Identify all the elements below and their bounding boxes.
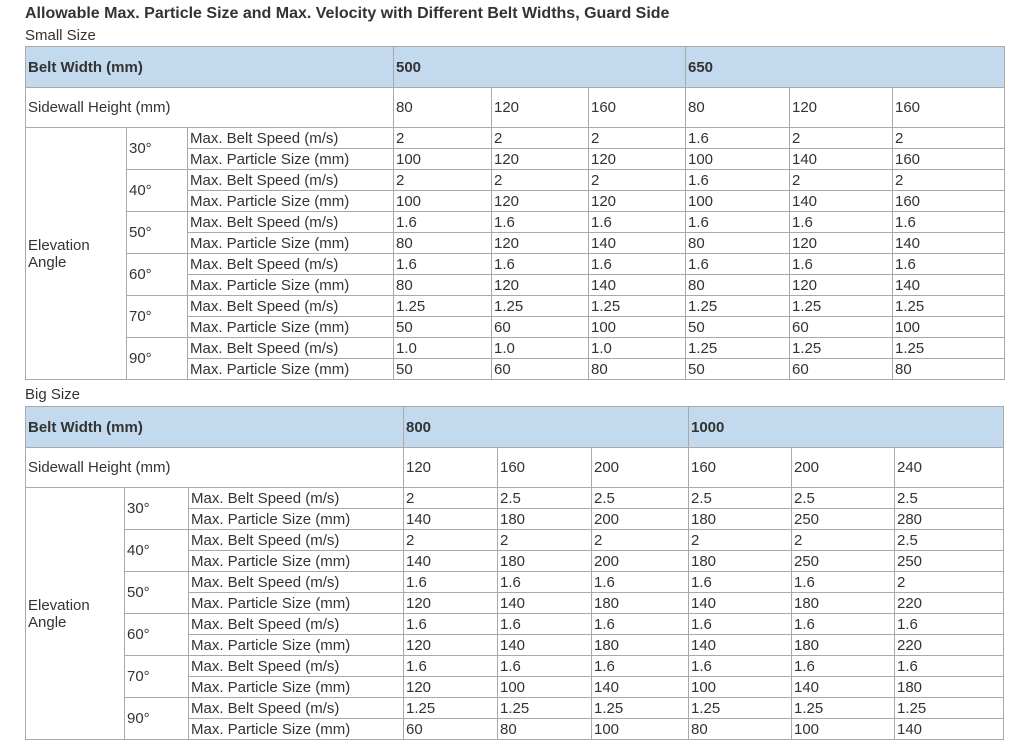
max-belt-speed-value: 1.6 [492,254,589,275]
max-particle-size-value: 80 [689,719,792,740]
angle-value: 40° [127,170,188,212]
max-particle-size-label: Max. Particle Size (mm) [188,233,394,254]
angle-value: 90° [125,698,189,740]
sidewall-height-value: 120 [790,88,893,128]
max-belt-speed-value: 1.6 [394,212,492,233]
max-particle-size-value: 140 [498,635,592,656]
max-particle-size-value: 100 [689,677,792,698]
max-particle-size-value: 80 [394,233,492,254]
angle-value: 30° [127,128,188,170]
big-size-table [25,406,1004,740]
max-particle-size-value: 180 [498,509,592,530]
max-belt-speed-value: 2 [589,170,686,191]
max-belt-speed-label: Max. Belt Speed (m/s) [188,128,394,149]
max-particle-size-label: Max. Particle Size (mm) [189,551,404,572]
max-particle-size-value: 120 [492,149,589,170]
speed-row [26,572,1004,593]
max-particle-size-value: 100 [686,149,790,170]
max-particle-size-value: 140 [893,233,1005,254]
sidewall-height-label: Sidewall Height (mm) [26,448,404,488]
sidewall-height-value: 200 [592,448,689,488]
angle-value: 70° [127,296,188,338]
max-particle-size-value: 180 [792,593,895,614]
max-belt-speed-value: 1.6 [686,170,790,191]
sidewall-height-value: 120 [492,88,589,128]
max-particle-size-value: 140 [792,677,895,698]
max-particle-size-value: 250 [895,551,1004,572]
max-belt-speed-value: 1.6 [394,254,492,275]
max-particle-size-value: 140 [689,593,792,614]
max-particle-size-value: 50 [686,317,790,338]
speed-row [26,254,1005,275]
max-belt-speed-value: 2 [589,128,686,149]
max-particle-size-value: 250 [792,509,895,530]
max-particle-size-value: 140 [404,509,498,530]
max-particle-size-label: Max. Particle Size (mm) [189,635,404,656]
max-belt-speed-value: 2.5 [792,488,895,509]
max-particle-size-value: 80 [686,275,790,296]
max-belt-speed-value: 1.6 [686,128,790,149]
max-belt-speed-value: 2 [893,128,1005,149]
speed-row [26,656,1004,677]
max-belt-speed-value: 1.25 [689,698,792,719]
max-belt-speed-value: 1.25 [592,698,689,719]
max-belt-speed-value: 1.25 [790,296,893,317]
max-particle-size-label: Max. Particle Size (mm) [189,509,404,530]
max-particle-size-value: 180 [592,593,689,614]
max-belt-speed-value: 1.6 [592,614,689,635]
max-belt-speed-value: 1.6 [404,572,498,593]
max-particle-size-value: 120 [589,149,686,170]
angle-value: 60° [127,254,188,296]
speed-row [26,212,1005,233]
max-particle-size-value: 100 [893,317,1005,338]
max-particle-size-value: 120 [790,233,893,254]
max-belt-speed-value: 2 [404,530,498,551]
max-particle-size-value: 60 [790,359,893,380]
max-particle-size-value: 120 [589,191,686,212]
max-particle-size-value: 80 [893,359,1005,380]
max-particle-size-label: Max. Particle Size (mm) [189,677,404,698]
max-particle-size-value: 120 [492,275,589,296]
max-belt-speed-value: 1.6 [689,572,792,593]
max-particle-size-value: 140 [689,635,792,656]
max-particle-size-value: 140 [589,233,686,254]
belt-width-value: 800 [404,407,689,448]
max-particle-size-value: 180 [792,635,895,656]
max-particle-size-value: 50 [686,359,790,380]
angle-value: 50° [125,572,189,614]
max-belt-speed-value: 2 [404,488,498,509]
max-particle-size-label: Max. Particle Size (mm) [188,191,394,212]
angle-value: 60° [125,614,189,656]
max-belt-speed-value: 1.25 [893,338,1005,359]
max-belt-speed-value: 1.25 [686,338,790,359]
max-belt-speed-label: Max. Belt Speed (m/s) [189,656,404,677]
max-belt-speed-label: Max. Belt Speed (m/s) [189,488,404,509]
max-belt-speed-value: 2 [492,128,589,149]
sidewall-height-value: 160 [689,448,792,488]
speed-row [26,128,1005,149]
max-belt-speed-label: Max. Belt Speed (m/s) [188,212,394,233]
angle-value: 30° [125,488,189,530]
max-particle-size-label: Max. Particle Size (mm) [189,719,404,740]
max-belt-speed-value: 2.5 [895,530,1004,551]
sidewall-height-value: 80 [686,88,790,128]
max-belt-speed-value: 2 [394,128,492,149]
max-particle-size-value: 140 [790,191,893,212]
max-belt-speed-value: 1.25 [792,698,895,719]
max-particle-size-value: 200 [592,509,689,530]
max-belt-speed-value: 1.6 [792,614,895,635]
small-size-label: Small Size [25,27,96,44]
belt-width-header-row [26,47,1005,88]
max-particle-size-value: 180 [689,509,792,530]
max-particle-size-value: 100 [394,191,492,212]
sidewall-height-row [26,88,1005,128]
belt-width-label: Belt Width (mm) [26,407,404,448]
max-belt-speed-value: 1.6 [589,254,686,275]
max-belt-speed-value: 2 [895,572,1004,593]
max-particle-size-value: 140 [498,593,592,614]
sidewall-height-value: 240 [895,448,1004,488]
max-belt-speed-value: 2 [790,128,893,149]
max-particle-size-value: 120 [492,191,589,212]
max-particle-size-label: Max. Particle Size (mm) [188,317,394,338]
max-belt-speed-value: 1.6 [498,572,592,593]
max-belt-speed-value: 1.6 [589,212,686,233]
max-particle-size-value: 100 [792,719,895,740]
speed-row [26,338,1005,359]
max-particle-size-value: 140 [589,275,686,296]
sidewall-height-value: 80 [394,88,492,128]
max-belt-speed-value: 1.25 [589,296,686,317]
sidewall-height-value: 160 [589,88,686,128]
elevation-angle-label: Elevation Angle [26,128,127,380]
max-belt-speed-value: 1.6 [895,614,1004,635]
max-particle-size-value: 140 [404,551,498,572]
max-belt-speed-value: 1.6 [686,254,790,275]
max-particle-size-value: 180 [895,677,1004,698]
max-belt-speed-value: 1.0 [589,338,686,359]
angle-value: 70° [125,656,189,698]
max-belt-speed-value: 1.6 [792,572,895,593]
max-particle-size-value: 100 [394,149,492,170]
max-belt-speed-label: Max. Belt Speed (m/s) [189,698,404,719]
max-particle-size-value: 60 [404,719,498,740]
max-belt-speed-value: 1.25 [790,338,893,359]
max-particle-size-value: 180 [498,551,592,572]
big-size-label: Big Size [25,386,81,403]
max-particle-size-value: 140 [893,275,1005,296]
max-particle-size-value: 60 [492,359,589,380]
max-belt-speed-label: Max. Belt Speed (m/s) [188,254,394,275]
max-particle-size-value: 80 [394,275,492,296]
max-belt-speed-value: 2.5 [895,488,1004,509]
max-belt-speed-value: 2.5 [498,488,592,509]
max-particle-size-value: 50 [394,359,492,380]
max-belt-speed-label: Max. Belt Speed (m/s) [188,338,394,359]
sidewall-height-value: 200 [792,448,895,488]
max-particle-size-label: Max. Particle Size (mm) [189,593,404,614]
max-belt-speed-value: 1.6 [893,212,1005,233]
max-particle-size-value: 100 [686,191,790,212]
max-particle-size-value: 280 [895,509,1004,530]
max-particle-size-value: 140 [895,719,1004,740]
max-particle-size-value: 120 [404,593,498,614]
speed-row [26,530,1004,551]
max-belt-speed-value: 2 [792,530,895,551]
max-particle-size-value: 180 [689,551,792,572]
max-belt-speed-value: 2 [790,170,893,191]
max-belt-speed-value: 1.25 [893,296,1005,317]
belt-width-label: Belt Width (mm) [26,47,394,88]
max-belt-speed-value: 1.6 [498,614,592,635]
max-belt-speed-label: Max. Belt Speed (m/s) [188,296,394,317]
max-belt-speed-value: 1.6 [492,212,589,233]
max-belt-speed-value: 1.0 [394,338,492,359]
max-belt-speed-value: 2 [492,170,589,191]
max-belt-speed-value: 1.25 [686,296,790,317]
max-particle-size-value: 120 [790,275,893,296]
max-particle-size-value: 160 [893,149,1005,170]
max-belt-speed-value: 2 [893,170,1005,191]
max-particle-size-value: 220 [895,593,1004,614]
max-particle-size-value: 140 [790,149,893,170]
max-particle-size-value: 60 [492,317,589,338]
max-particle-size-value: 100 [589,317,686,338]
small-size-table [25,46,1005,380]
max-belt-speed-value: 2.5 [689,488,792,509]
max-belt-speed-value: 1.6 [790,212,893,233]
max-belt-speed-value: 1.25 [498,698,592,719]
max-particle-size-value: 50 [394,317,492,338]
max-belt-speed-value: 1.25 [492,296,589,317]
max-belt-speed-value: 1.6 [689,614,792,635]
max-particle-size-value: 220 [895,635,1004,656]
max-belt-speed-value: 1.6 [893,254,1005,275]
angle-value: 50° [127,212,188,254]
max-particle-size-value: 120 [404,635,498,656]
max-belt-speed-value: 1.25 [895,698,1004,719]
max-particle-size-value: 160 [893,191,1005,212]
max-particle-size-value: 140 [592,677,689,698]
sidewall-height-value: 120 [404,448,498,488]
max-particle-size-label: Max. Particle Size (mm) [188,359,394,380]
max-particle-size-value: 80 [686,233,790,254]
max-particle-size-label: Max. Particle Size (mm) [188,149,394,170]
max-particle-size-value: 80 [589,359,686,380]
max-particle-size-value: 120 [404,677,498,698]
belt-width-value: 650 [686,47,1005,88]
max-belt-speed-value: 1.6 [689,656,792,677]
max-belt-speed-value: 2 [592,530,689,551]
max-belt-speed-label: Max. Belt Speed (m/s) [189,572,404,593]
max-belt-speed-value: 1.6 [790,254,893,275]
max-particle-size-value: 120 [492,233,589,254]
max-belt-speed-value: 1.6 [895,656,1004,677]
max-belt-speed-value: 2 [394,170,492,191]
max-particle-size-value: 80 [498,719,592,740]
speed-row [26,170,1005,191]
page-title: Allowable Max. Particle Size and Max. Velocity with Different Belt Widths, Guard Side [25,5,670,22]
speed-row [26,698,1004,719]
max-particle-size-label: Max. Particle Size (mm) [188,275,394,296]
sidewall-height-value: 160 [893,88,1005,128]
max-particle-size-value: 180 [592,635,689,656]
max-belt-speed-value: 1.0 [492,338,589,359]
max-belt-speed-label: Max. Belt Speed (m/s) [189,530,404,551]
max-particle-size-value: 60 [790,317,893,338]
max-particle-size-value: 100 [592,719,689,740]
max-belt-speed-value: 1.6 [592,572,689,593]
elevation-angle-label: Elevation Angle [26,488,125,740]
max-belt-speed-value: 1.6 [404,614,498,635]
speed-row [26,614,1004,635]
sidewall-height-value: 160 [498,448,592,488]
max-belt-speed-label: Max. Belt Speed (m/s) [189,614,404,635]
max-belt-speed-value: 1.6 [404,656,498,677]
sidewall-height-row [26,448,1004,488]
max-belt-speed-value: 2.5 [592,488,689,509]
max-belt-speed-value: 2 [498,530,592,551]
max-particle-size-value: 100 [498,677,592,698]
max-belt-speed-value: 1.25 [394,296,492,317]
max-belt-speed-value: 1.6 [498,656,592,677]
max-belt-speed-value: 1.6 [792,656,895,677]
max-particle-size-value: 250 [792,551,895,572]
max-belt-speed-value: 1.25 [404,698,498,719]
sidewall-height-label: Sidewall Height (mm) [26,88,394,128]
belt-width-value: 500 [394,47,686,88]
belt-width-header-row [26,407,1004,448]
speed-row [26,296,1005,317]
max-belt-speed-value: 1.6 [592,656,689,677]
speed-row [26,488,1004,509]
max-particle-size-value: 200 [592,551,689,572]
max-belt-speed-value: 1.6 [686,212,790,233]
angle-value: 90° [127,338,188,380]
max-belt-speed-label: Max. Belt Speed (m/s) [188,170,394,191]
belt-width-value: 1000 [689,407,1004,448]
max-belt-speed-value: 2 [689,530,792,551]
angle-value: 40° [125,530,189,572]
